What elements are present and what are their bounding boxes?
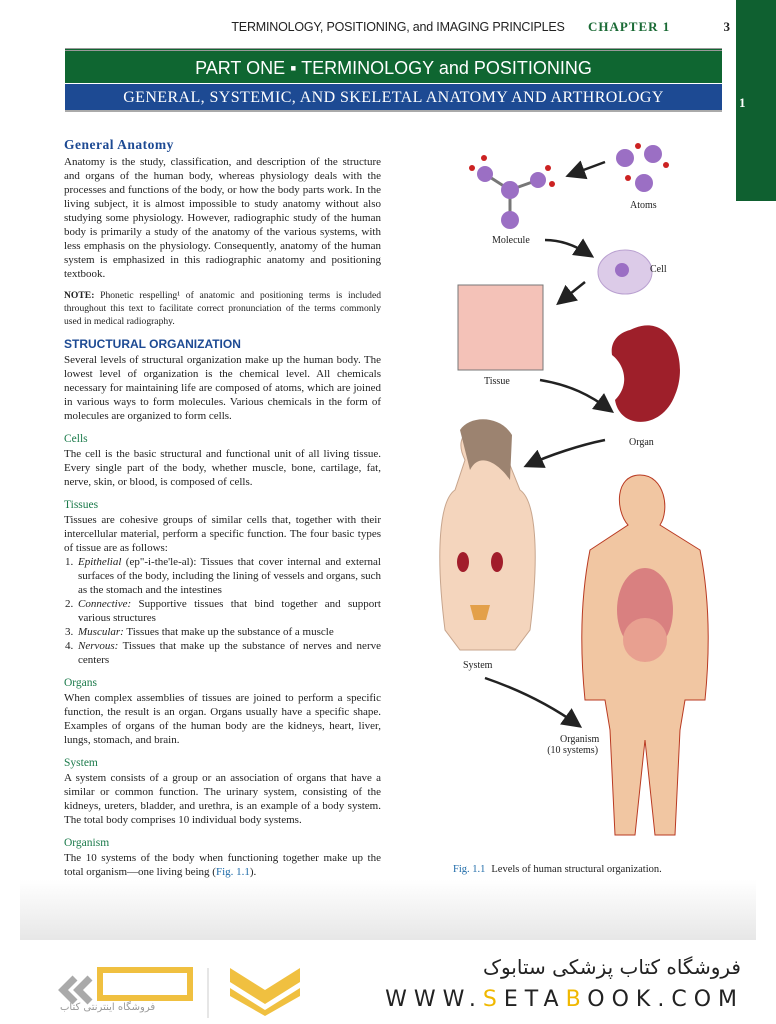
text-column: [64, 138, 381, 879]
heading-organs: Organs: [64, 677, 98, 689]
paragraph: Tissues are cohesive groups of similar cells that, together with their intercellular material, perform a specific function. The four basic types of tissue are as follows:: [64, 514, 381, 554]
atoms-illustration: [616, 143, 669, 192]
label-organ: Organ: [629, 437, 654, 448]
running-header: [0, 19, 730, 35]
figure-link[interactable]: Fig. 1.1: [215, 866, 250, 878]
label-molecule: Molecule: [492, 235, 530, 246]
label-organism: Organism (10 systems): [547, 734, 600, 756]
molecule-illustration: [469, 155, 555, 229]
paragraph: Several levels of structural organization make up the human body. The lowest level of organization is the chemical level. All chemicals necessary for maintaining life are composed of atoms, which are joined in various ways to form molecules. Various chemicals in the form of molecules are organized to form cells.: [64, 354, 381, 422]
label-tissue: Tissue: [484, 376, 510, 387]
note-label: NOTE:: [64, 290, 95, 301]
note-text: Phonetic respelling¹ of anatomic and positioning terms is included throughout this text to facilitate correct pronunciation of the terms commonly used in medical radiography.: [64, 290, 381, 327]
list-item: 2. Connective: Supportive tissues that bind together and support various structures: [76, 597, 381, 625]
list-item: 1. Epithelial (ep"-i-the'le-al): Tissues that cover internal and external surfaces of the body, including the lining of vessels and organs, such as the stomach and the intestines: [76, 555, 381, 597]
paragraph: The 10 systems of the body when functioning together make up the total organism—one living being (Fig. 1.1).: [64, 852, 381, 878]
label-cell: Cell: [650, 264, 667, 275]
note: [64, 289, 381, 328]
running-title: TERMINOLOGY, POSITIONING, and IMAGING PRINCIPLES: [231, 20, 565, 34]
store-url: WWW.SETABOOK.COM: [385, 987, 744, 1012]
section-banner: GENERAL, SYSTEMIC, AND SKELETAL ANATOMY AND ARTHROLOGY: [65, 84, 722, 112]
side-tab-number: 1: [739, 95, 746, 110]
heading-tissues: Tissues: [64, 499, 99, 511]
tissue-list: [64, 555, 381, 667]
figure-caption: Fig. 1.1 Levels of human structural organization.: [453, 864, 662, 875]
heading-general-anatomy: General Anatomy: [64, 137, 174, 152]
tissue-illustration: [458, 285, 543, 370]
paragraph: Anatomy is the study, classification, and description of the structure and organs of the human body, whereas physiology deals with the processes and functions of the body, or how the body parts work. In the living subject, it is almost impossible to study anatomy without also studying some physiology. However, radiographic study of the human body is primarily a study of the anatomy of the various systems, with less emphasis on the physiology. Consequently, anatomy of the human system is emphasized in this radiographic anatomy and positioning textbook.: [64, 156, 381, 280]
paragraph: The cell is the basic structural and functional unit of all living tissue. Every single part of the body, whether muscle, bone, cartilage, fat, nerve, skin, or blood, is composed of cells.: [64, 448, 381, 488]
store-name: فروشگاه کتاب پزشکی ستابوک: [483, 955, 741, 979]
heading-cells: Cells: [64, 433, 88, 445]
heading-system: System: [64, 757, 98, 769]
list-item: 4. Nervous: Tissues that make up the substance of nerves and nerve centers: [76, 639, 381, 667]
heading-structural-organization: STRUCTURAL ORGANIZATION: [64, 337, 241, 351]
page-number: 3: [723, 19, 730, 34]
heading-organism: Organism: [64, 837, 110, 849]
chapter-label: CHAPTER 1: [587, 19, 671, 34]
paragraph: A system consists of a group or an association of organs that have a similar or common function. The urinary system, consisting of the kidneys, ureters, bladder, and urethra, is an example of a body system. The total body comprises 10 individual body systems.: [64, 772, 381, 826]
label-system: System: [463, 660, 493, 671]
kidney-organ-illustration: [612, 325, 680, 421]
part-banner: PART ONE ▪ TERMINOLOGY and POSITIONING: [65, 48, 722, 83]
label-atoms: Atoms: [630, 200, 657, 211]
logo-subtitle: فروشگاه اینترنتی کتاب: [60, 1002, 156, 1013]
paragraph: When complex assemblies of tissues are joined to perform a specific function, the result is an organ. Organs usually have a specific shape. Examples of organs of the human body are the kidneys, heart, liver, lungs, stomach, and brain.: [64, 692, 381, 746]
page-shadow: [20, 880, 756, 942]
chapter-side-tab: [736, 0, 776, 201]
list-item: 3. Muscular: Tissues that make up the substance of a muscle: [76, 625, 381, 639]
